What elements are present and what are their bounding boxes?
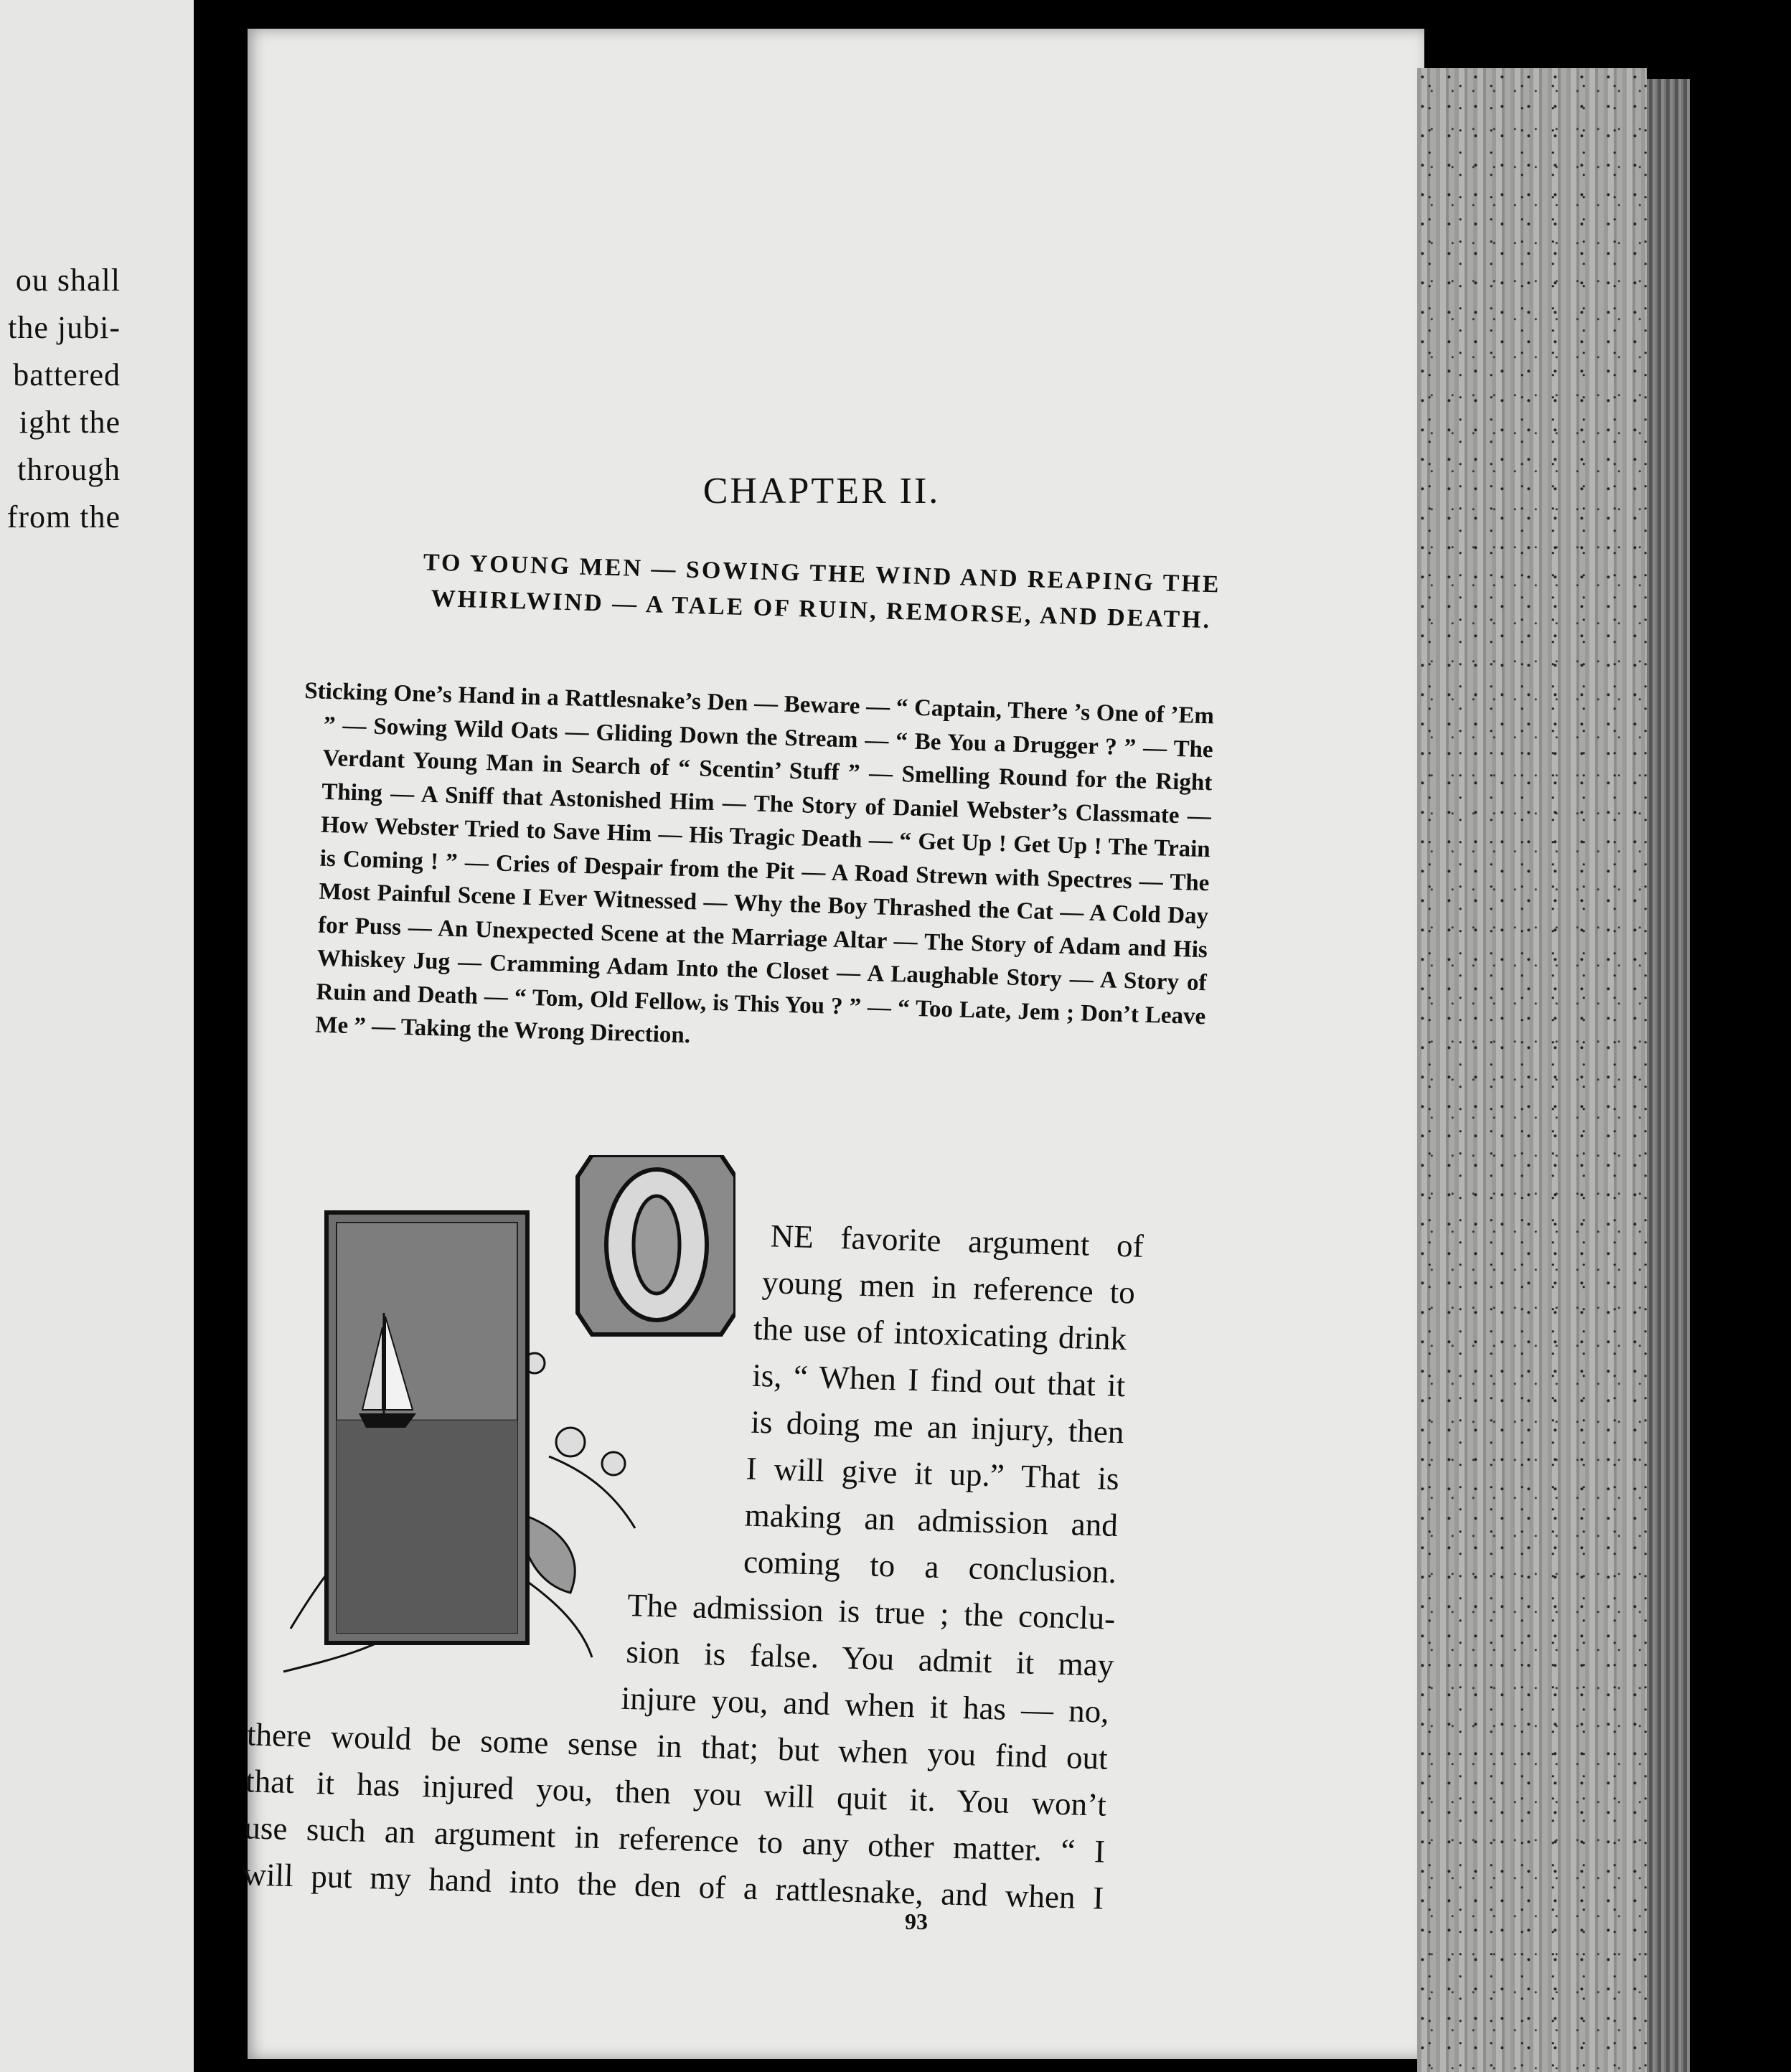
body-text xyxy=(228,1198,1180,1923)
body-line: NE favorite argument of xyxy=(770,1218,1144,1264)
body-line: that it has injured you, then you will quit it. You won’t xyxy=(245,1763,1107,1823)
left-page-line: the jubi- xyxy=(8,310,121,345)
left-page-text xyxy=(0,257,194,541)
left-facing-page xyxy=(0,0,194,2072)
body-line: making an admission and xyxy=(744,1497,1119,1544)
chapter-subtitle-line: TO YOUNG MEN — SOWING THE WIND AND REAPING THE xyxy=(423,549,1221,598)
body-line: young men in reference to xyxy=(761,1264,1136,1311)
chapter-synopsis: Sticking One’s Hand in a Rattlesnake’s Den — Beware — “ Captain, There ’s One of ’Em ” — Sowing Wild Oats — Gliding Down the Stream — “ Be You a Drugger ? ” — The Verdant Young Man in Search of “ Scentin’ Stuff ” — Smelling Round for the Right Thing — A Sniff that Astonished Him — The Story of Daniel Webster’s Classmate — How Webster Tried to Save Him — His Tragic Death — “ Get Up ! Get Up ! The Train is Coming ! ” — Cries of Despair from the Pit — A Road Strewn with Spectres — The Most Painful Scene I Ever Witnessed — Why the Boy Thrashed the Cat — A Cold Day for Puss — An Unexpected Scene at the Marriage Altar — The Story of Adam and His Whiskey Jug — Cramming Adam Into the Closet — A Laughable Story — A Story of Ruin and Death — “ Tom, Old Fellow, is This You ? ” — “ Too Late, Jem ; Don’t Leave Me ” — Taking the Wrong Direction. xyxy=(304,677,1215,1049)
body-line: there would be some sense in that; but when you find out xyxy=(246,1716,1109,1776)
body-line: The admission is true ; the conclu- xyxy=(626,1587,1116,1637)
chapter-title: CHAPTER II. xyxy=(702,471,941,512)
book-page xyxy=(242,29,1424,2059)
body-line: is, “ When I find out that it xyxy=(751,1357,1126,1404)
page-edge-strip xyxy=(1417,68,1647,2072)
body-line: sion is false. You admit it may xyxy=(625,1633,1114,1683)
left-page-line: ight the xyxy=(19,405,121,440)
left-page-line: from the xyxy=(6,499,121,535)
body-line: is doing me an injury, then xyxy=(750,1403,1125,1451)
page-edge-shadow xyxy=(1647,79,1690,2072)
chapter-subtitle-line: WHIRLWIND — A TALE OF RUIN, REMORSE, AND DEATH. xyxy=(431,585,1212,634)
chapter-subtitle xyxy=(304,542,1339,642)
body-line: coming to a conclusion. xyxy=(743,1543,1117,1591)
body-line: use such an argument in reference to any other matter. “ I xyxy=(243,1809,1106,1870)
left-page-line: battered xyxy=(13,357,121,392)
body-line: the use of intoxicating drink xyxy=(753,1310,1127,1357)
page-number: 93 xyxy=(905,1908,928,1934)
body-line: I will give it up.” That is xyxy=(746,1450,1120,1497)
body-line: injure you, and when it has — no, xyxy=(621,1680,1110,1730)
left-page-line: ou shall xyxy=(15,263,121,298)
body-line: will put my hand into the den of a rattlesnake, and when I xyxy=(242,1856,1104,1916)
left-page-line: through xyxy=(17,452,121,487)
